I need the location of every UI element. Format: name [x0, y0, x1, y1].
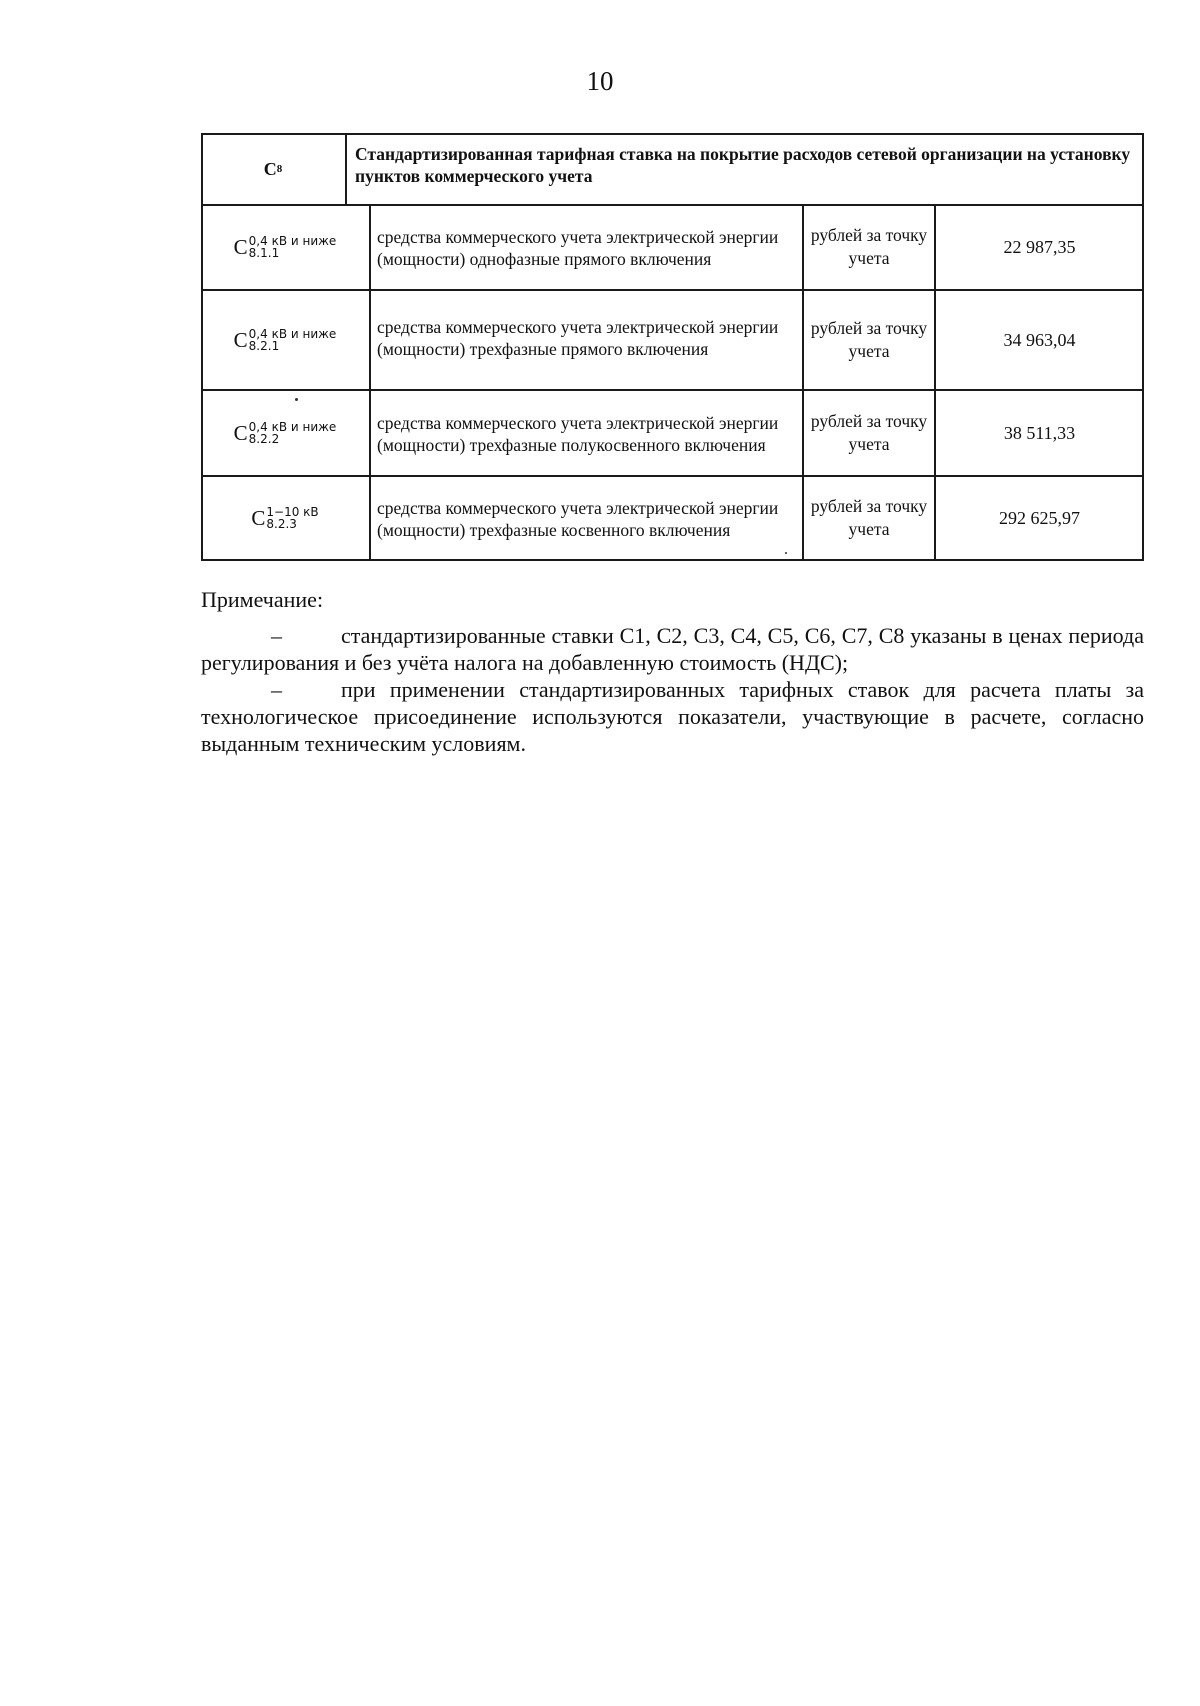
scan-speck — [785, 552, 787, 554]
row-description: средства коммерческого учета электрической энергии (мощности) трехфазные косвенного включения — [377, 498, 779, 540]
row-code — [201, 205, 369, 289]
note-item-text: при применении стандартизированных тарифных ставок для расчета платы за технологическое присоединение используются показатели, участвующие в расчете, согласно выданным техническим условиям. — [201, 677, 1144, 756]
row-code — [201, 391, 369, 475]
column-divider — [369, 205, 371, 561]
note-title: Примечание: — [201, 587, 324, 612]
row-unit: рублей за точку учета — [810, 318, 928, 361]
note-dash: – — [271, 623, 282, 648]
rate-symbol-base: C — [233, 327, 248, 352]
header-code — [201, 133, 345, 205]
rate-symbol — [234, 235, 337, 260]
row-description: средства коммерческого учета электрической энергии (мощности) трехфазные полукосвенного включения — [377, 413, 779, 455]
header-title: Стандартизированная тарифная ставка на покрытие расходов сетевой организации на установку пунктов коммерческого учета — [355, 144, 1131, 186]
row-unit: рублей за точку учета — [810, 225, 928, 268]
table-border-bottom — [201, 559, 1144, 561]
rate-symbol-index — [266, 506, 318, 530]
tariff-table — [201, 133, 1144, 561]
rate-symbol-base: C — [233, 420, 248, 445]
row-description: средства коммерческого учета электрической энергии (мощности) трехфазные прямого включения — [377, 317, 779, 359]
note-item-text: стандартизированные ставки С1, С2, С3, С4, С5, С6, С7, С8 указаны в ценах периода регулирования и без учёта налога на добавленную стоимость (НДС); — [201, 623, 1144, 675]
note-dash: – — [271, 677, 282, 702]
row-code — [201, 477, 369, 559]
column-divider — [345, 133, 347, 205]
page-number: 10 — [586, 66, 614, 96]
row-unit: рублей за точку учета — [810, 496, 928, 539]
rate-symbol — [234, 328, 337, 353]
note-item — [201, 676, 1144, 757]
row-description: средства коммерческого учета электрической энергии (мощности) однофазные прямого включения — [377, 227, 779, 269]
row-value: 34 963,04 — [1003, 329, 1076, 350]
rate-symbol-subscript: 8.1.1 — [248, 246, 280, 260]
note-item — [201, 622, 1144, 676]
rate-symbol-base: C — [233, 234, 248, 259]
rate-symbol-subscript: 8.2.1 — [248, 339, 280, 353]
row-value: 22 987,35 — [1003, 236, 1076, 257]
rate-symbol — [234, 421, 337, 446]
rate-symbol-subscript: 8.2.2 — [248, 432, 280, 446]
row-unit: рублей за точку учета — [810, 411, 928, 454]
rate-symbol — [251, 506, 318, 531]
row-value: 38 511,33 — [1003, 422, 1076, 443]
rate-symbol-index — [249, 328, 337, 352]
header-code-sub: 8 — [276, 163, 283, 175]
rate-symbol-base: C — [251, 505, 266, 530]
scan-speck — [295, 398, 298, 401]
rate-symbol-superscript: 1−10 кВ — [266, 505, 319, 519]
header-code-base: C — [263, 158, 277, 179]
rate-symbol-superscript: 0,4 кВ и ниже — [248, 234, 337, 248]
rate-symbol-subscript: 8.2.3 — [266, 517, 297, 531]
row-value: 292 625,97 — [999, 507, 1080, 528]
rate-symbol-index — [249, 235, 337, 259]
rate-symbol-superscript: 0,4 кВ и ниже — [248, 420, 337, 434]
rate-symbol-index — [249, 421, 337, 445]
row-code — [201, 291, 369, 389]
rate-symbol-superscript: 0,4 кВ и ниже — [248, 327, 337, 341]
